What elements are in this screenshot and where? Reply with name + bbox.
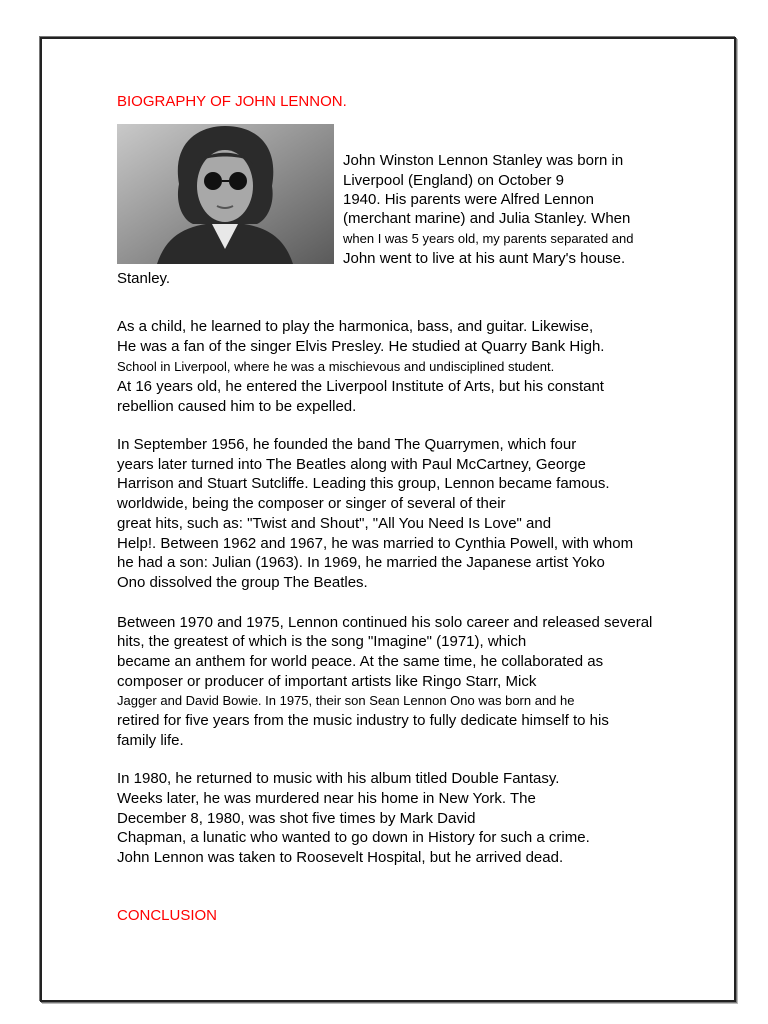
paragraph-line: Weeks later, he was murdered near his home in New York. The [117,790,536,807]
portrait-image [117,124,334,264]
paragraph-line: December 8, 1980, was shot five times by Mark David [117,810,476,827]
paragraph-line: Jagger and David Bowie. In 1975, their son Sean Lennon Ono was born and he [117,693,575,708]
document-title: BIOGRAPHY OF JOHN LENNON. [117,93,347,110]
intro-line: John Winston Lennon Stanley was born in [343,152,624,169]
paragraph-line: As a child, he learned to play the harmonica, bass, and guitar. Likewise, [117,318,594,335]
paragraph-line: John Lennon was taken to Roosevelt Hospital, but he arrived dead. [117,849,564,866]
intro-line: John went to live at his aunt Mary's house. [343,250,626,267]
intro-line: Stanley. [117,270,171,287]
paragraph-line: He was a fan of the singer Elvis Presley. He studied at Quarry Bank High. [117,338,605,355]
paragraph-line: Help!. Between 1962 and 1967, he was married to Cynthia Powell, with whom [117,535,634,552]
paragraph-line: In 1980, he returned to music with his album titled Double Fantasy. [117,770,560,787]
paragraph-line: retired for five years from the music industry to fully dedicate himself to his [117,712,609,729]
paragraph-line: became an anthem for world peace. At the same time, he collaborated as [117,653,604,670]
paragraph-line: he had a son: Julian (1963). In 1969, he married the Japanese artist Yoko [117,554,605,571]
portrait-photo [117,124,334,264]
paragraph-line: At 16 years old, he entered the Liverpool Institute of Arts, but his constant [117,378,604,395]
paragraph-line: Ono dissolved the group The Beatles. [117,574,368,591]
paragraph-line: hits, the greatest of which is the song "Imagine" (1971), which [117,633,527,650]
paragraph-line: composer or producer of important artists like Ringo Starr, Mick [117,673,537,690]
conclusion-heading: CONCLUSION [117,907,218,924]
paragraph-line: In September 1956, he founded the band The Quarrymen, which four [117,436,577,453]
paragraph-line: School in Liverpool, where he was a mischievous and undisciplined student. [117,359,555,374]
intro-line: (merchant marine) and Julia Stanley. When [343,210,631,227]
paragraph-line: rebellion caused him to be expelled. [117,398,357,415]
intro-line: Liverpool (England) on October 9 [343,172,564,189]
paragraph-line: years later turned into The Beatles along with Paul McCartney, George [117,456,586,473]
paragraph-line: Harrison and Stuart Sutcliffe. Leading this group, Lennon became famous. [117,475,610,492]
paragraph-line: worldwide, being the composer or singer of several of their [117,495,506,512]
paragraph-line: family life. [117,732,184,749]
intro-line: 1940. His parents were Alfred Lennon [343,191,594,208]
paragraph-line: Chapman, a lunatic who wanted to go down in History for such a crime. [117,829,590,846]
paragraph-line: Between 1970 and 1975, Lennon continued his solo career and released several [117,614,653,631]
paragraph-line: great hits, such as: "Twist and Shout", "All You Need Is Love" and [117,515,552,532]
intro-line: when I was 5 years old, my parents separated and [343,231,634,246]
